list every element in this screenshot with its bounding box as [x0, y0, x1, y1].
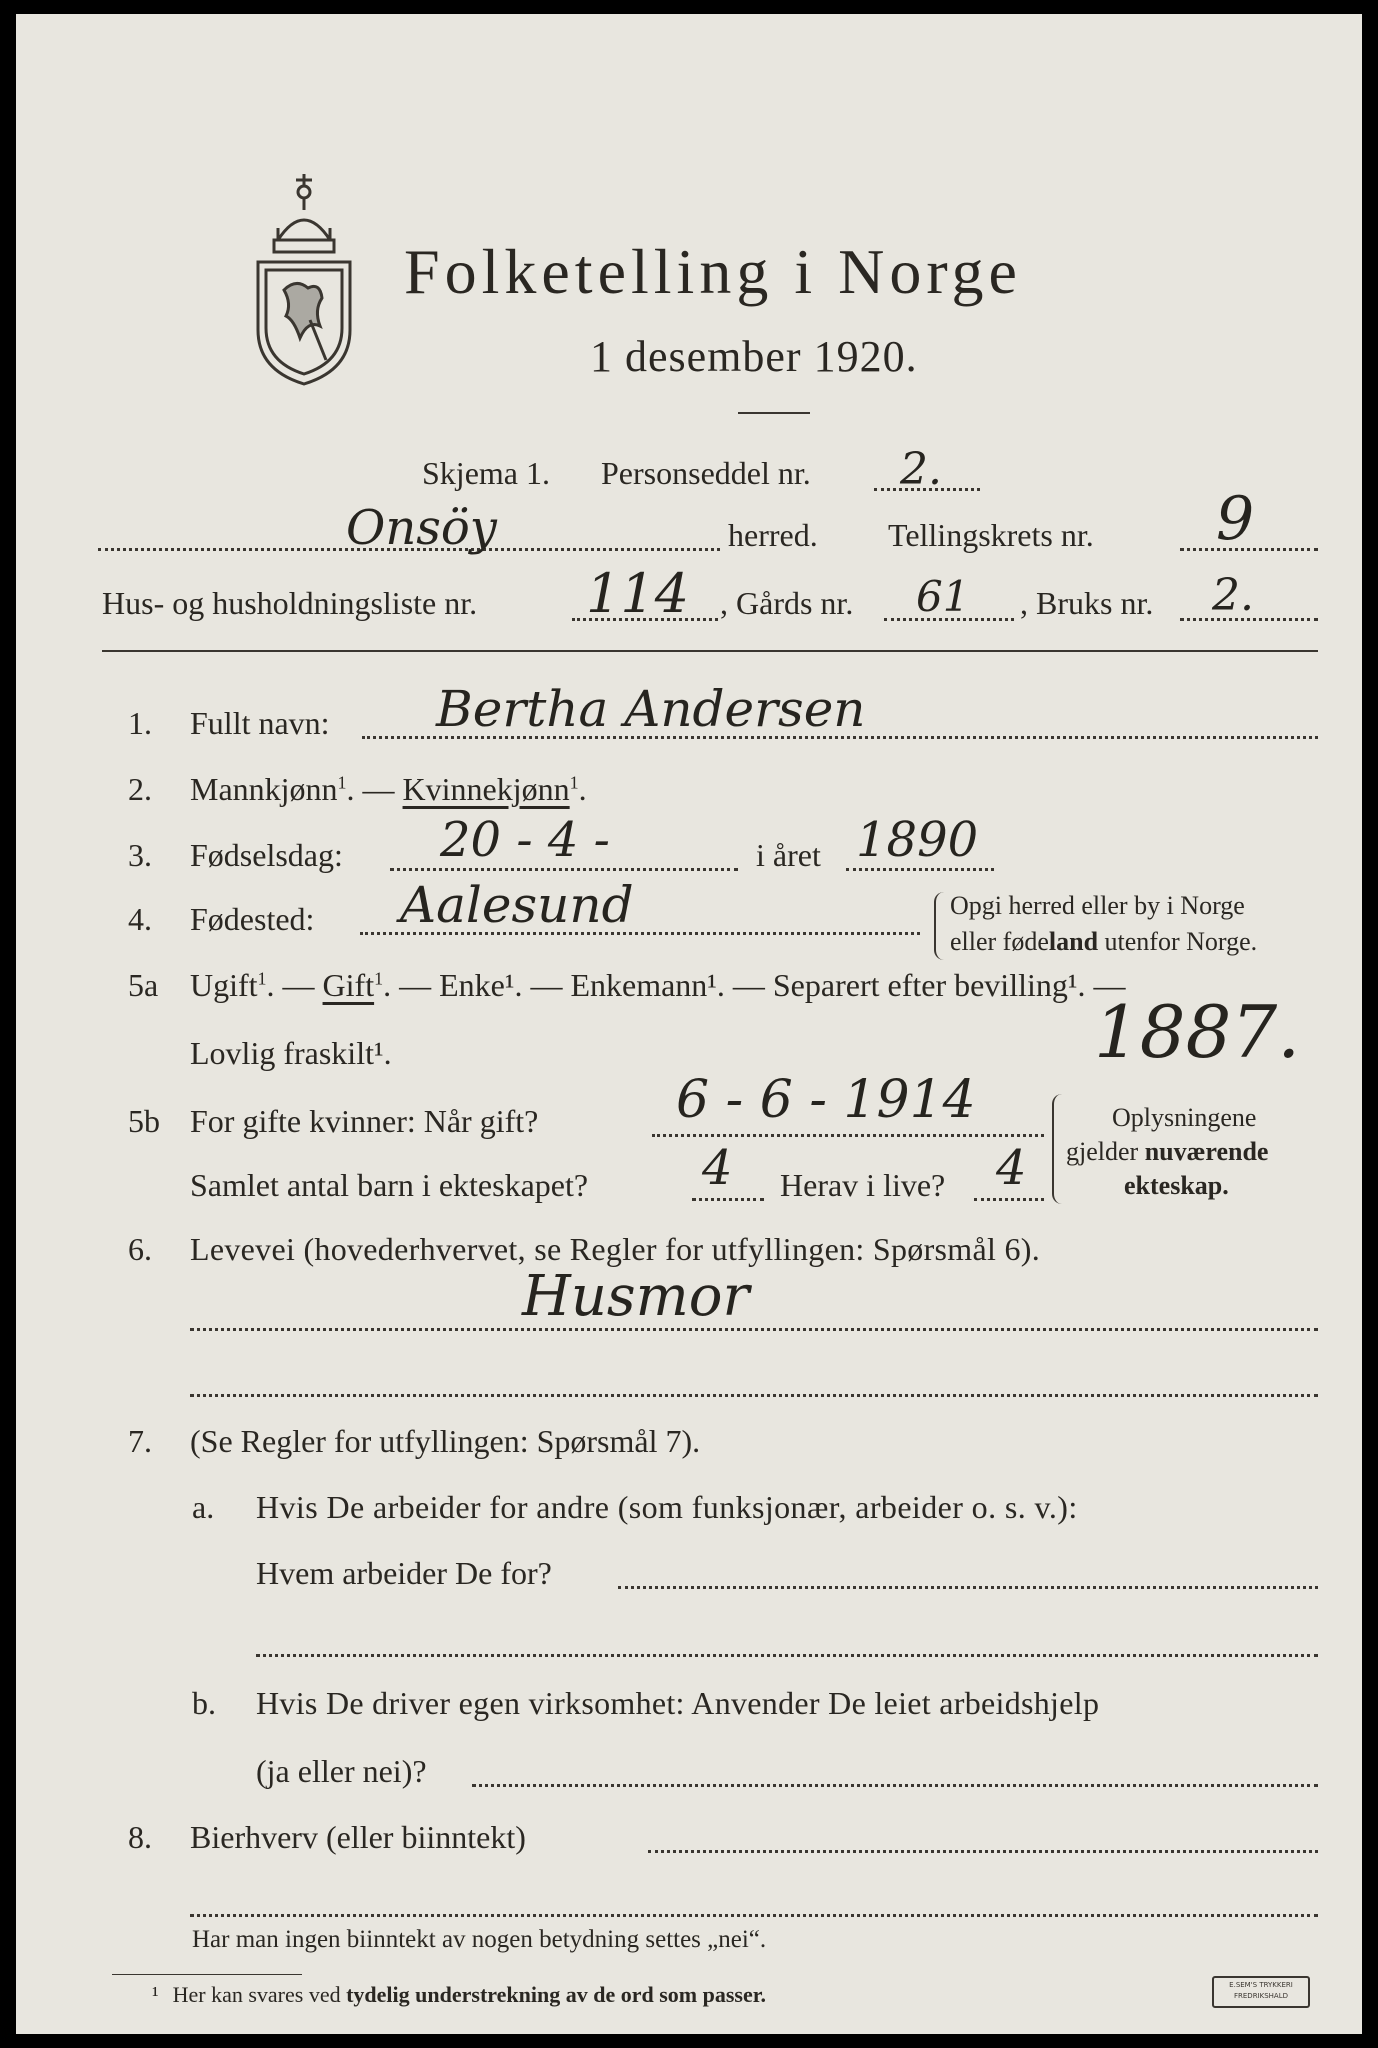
q7b-line2: (ja eller nei)? [256, 1753, 427, 1789]
q5a-options [190, 966, 1125, 1004]
q5a-sup1: 1 [257, 968, 267, 989]
q8-note: Har man ingen biinntekt av nogen betydning settes „nei“. [192, 1926, 767, 1953]
footnote-text-a: Her kan svares ved [172, 1982, 347, 2007]
gards-value[interactable]: 61 [916, 572, 970, 621]
q4-note-c: utenfor Norge. [1098, 927, 1258, 956]
q6-line1 [190, 1328, 1318, 1331]
personseddel-label: Personseddel nr. [601, 455, 811, 491]
q1-number: 1. [128, 705, 152, 741]
q4-note-line2 [950, 926, 1257, 958]
q5a-handwritten-year[interactable]: 1887. [1094, 990, 1301, 1074]
herred-value[interactable]: Onsöy [346, 500, 497, 556]
q4-note-a: eller føde [950, 927, 1049, 956]
q5b-label: For gifte kvinner: Når gift? [190, 1103, 539, 1139]
q1-value[interactable]: Bertha Andersen [436, 680, 866, 738]
q7a-text: Hvis De arbeider for andre (som funksjonær, arbeider o. s. v.): [256, 1489, 1078, 1525]
footnote [152, 1982, 766, 2008]
q6-label: Levevei (hovederhvervet, se Regler for utfyllingen: Spørsmål 6). [190, 1231, 1041, 1267]
footnote-text-b: tydelig understrekning av de ord som passer. [346, 1982, 766, 2007]
q5b-note-line2 [1066, 1136, 1268, 1168]
q5b-note-a: gjelder [1066, 1137, 1145, 1166]
q5a-ugift[interactable]: Ugift [190, 967, 258, 1003]
q7a-answer-line[interactable] [618, 1586, 1318, 1589]
q5b-line [652, 1134, 1044, 1137]
q8-answer-line[interactable] [648, 1850, 1318, 1853]
footnote-mark: ¹ [152, 1982, 159, 2007]
printer-line2: FREDRIKSHALD [1233, 1992, 1288, 2000]
q5b-note-line3 [1124, 1170, 1229, 1202]
q2-sup2: 1 [569, 772, 579, 793]
q7b-text: Hvis De driver egen virksomhet: Anvender De leiet arbeidshjelp [256, 1685, 1100, 1721]
q6-value[interactable]: Husmor [522, 1264, 750, 1329]
q5b-note-line1: Oplysningene [1112, 1103, 1257, 1132]
printer-mark [1212, 1976, 1310, 2008]
printer-line1: E.SEM'S TRYKKERI [1229, 1981, 1293, 1989]
q5b-live-line [974, 1198, 1044, 1201]
q8-label: Bierhverv (eller biinntekt) [190, 1819, 526, 1855]
q7b-answer-line[interactable] [472, 1784, 1318, 1787]
q1-label: Fullt navn: [190, 705, 330, 741]
q3-year-line [846, 868, 994, 871]
q2-sup1: 1 [337, 772, 347, 793]
husholdningsliste-value[interactable]: 114 [586, 562, 690, 625]
q5a-rest: . — Enke¹. — Enkemann¹. — Separert efter bevilling¹. — [383, 967, 1126, 1003]
q5b-live-value[interactable]: 4 [996, 1140, 1027, 1196]
q7-number: 7. [128, 1423, 152, 1459]
census-form [16, 14, 1362, 2034]
q8-answer-line2[interactable] [190, 1914, 1318, 1917]
q5a-line2: Lovlig fraskilt¹. [190, 1035, 392, 1071]
q3-number: 3. [128, 837, 152, 873]
q6-number: 6. [128, 1231, 152, 1267]
q4-note-line1: Opgi herred eller by i Norge [950, 891, 1245, 920]
q5a-sup2: 1 [374, 968, 384, 989]
q2-number: 2. [128, 771, 152, 807]
q4-number: 4. [128, 901, 152, 937]
q8-number: 8. [128, 1819, 152, 1855]
q4-value[interactable]: Aalesund [400, 876, 634, 934]
header-divider [102, 650, 1318, 652]
q3-year-label: i året [756, 837, 821, 873]
q5b-live-label: Herav i live? [780, 1167, 946, 1203]
herred-label: herred. [728, 517, 818, 553]
q3-line [390, 868, 738, 871]
q2-separator: . — [346, 771, 403, 807]
bruks-label: , Bruks nr. [1020, 585, 1154, 621]
q2-kvinnekjonn[interactable]: Kvinnekjønn [402, 771, 570, 807]
tellingskrets-value[interactable]: 9 [1216, 484, 1255, 554]
q7a-line2: Hvem arbeider De for? [256, 1555, 552, 1591]
gards-label: , Gårds nr. [720, 585, 854, 621]
schema-label: Skjema 1. [422, 455, 550, 491]
q7a-answer-line2[interactable] [256, 1654, 1318, 1657]
q7a-letter: a. [192, 1489, 215, 1525]
personseddel-value[interactable]: 2. [900, 444, 942, 495]
q4-note-brace [934, 892, 944, 960]
q5a-sep1: . — [266, 967, 323, 1003]
q5b-value[interactable]: 6 - 6 - 1914 [676, 1070, 976, 1130]
census-date: 1 desember 1920. [590, 332, 918, 381]
bruks-value[interactable]: 2. [1212, 570, 1254, 621]
husholdningsliste-label: Hus- og husholdningsliste nr. [102, 585, 478, 621]
q5a-number: 5a [128, 967, 159, 1003]
q5b-barn-line [692, 1198, 764, 1201]
q5a-gift[interactable]: Gift [322, 967, 375, 1003]
q2-options [190, 770, 587, 808]
q4-label: Fødested: [190, 901, 315, 937]
q5b-barn-label: Samlet antal barn i ekteskapet? [190, 1167, 589, 1203]
q3-year-value[interactable]: 1890 [856, 812, 979, 868]
q3-value[interactable]: 20 - 4 - [440, 812, 610, 868]
form-title: Folketelling i Norge [404, 236, 1022, 307]
q4-note-b: land [1048, 927, 1099, 956]
q5b-barn-value[interactable]: 4 [702, 1140, 733, 1196]
q2-mannkjonn[interactable]: Mannkjønn [190, 771, 338, 807]
q5b-note-b: nuværende [1144, 1137, 1269, 1166]
footnote-divider [112, 1974, 302, 1975]
q6-line2 [190, 1394, 1318, 1397]
q5b-number: 5b [128, 1103, 160, 1139]
q7b-letter: b. [192, 1685, 216, 1721]
title-divider [738, 412, 810, 414]
q5b-note-c: ekteskap. [1124, 1171, 1229, 1200]
q7-label: (Se Regler for utfyllingen: Spørsmål 7). [190, 1423, 701, 1459]
coat-of-arms-icon [248, 170, 360, 388]
q2-end: . [578, 771, 587, 807]
tellingskrets-label: Tellingskrets nr. [888, 517, 1094, 553]
q3-label: Fødselsdag: [190, 837, 343, 873]
q5b-note-brace [1052, 1094, 1064, 1204]
